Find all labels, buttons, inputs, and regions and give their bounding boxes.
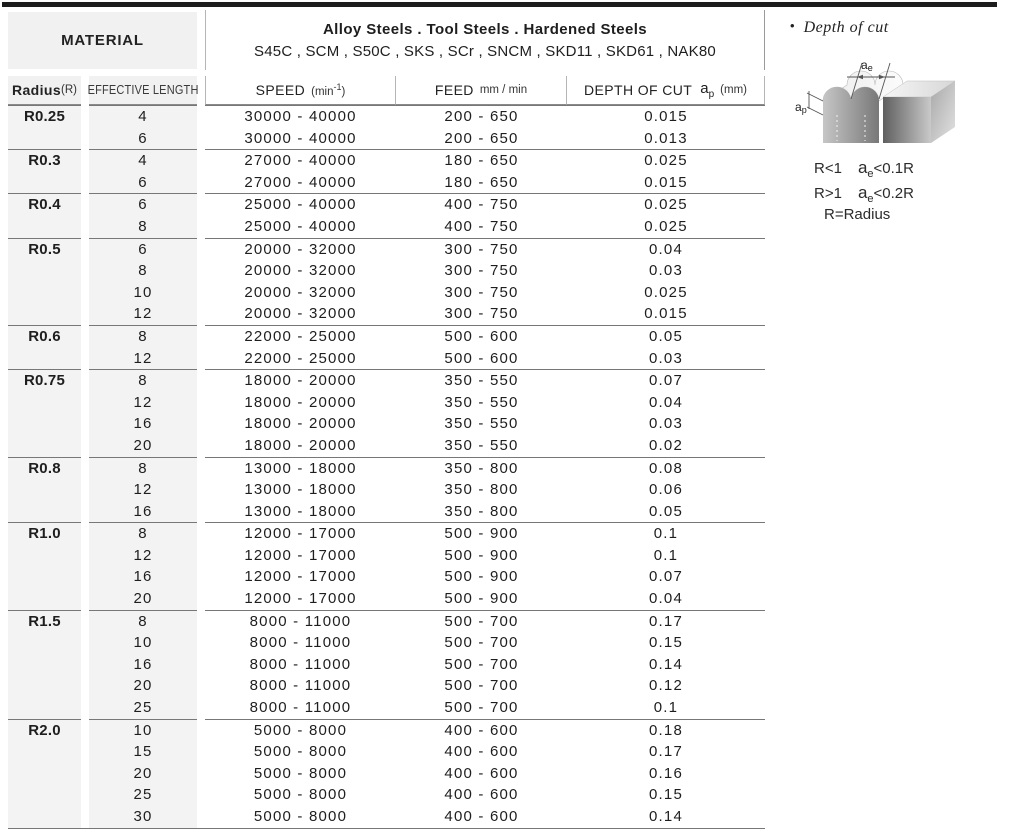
radius-group (8, 238, 765, 325)
feed-cell: 350 - 550 (444, 372, 519, 390)
depth-cell: 0.08 (649, 459, 683, 477)
ae-rule-small-radius: R<1 $a_e<0.1R$ (814, 158, 914, 180)
table-row (205, 763, 765, 785)
table-row (205, 720, 765, 742)
table-row (205, 654, 765, 676)
feed-cell: 350 - 800 (444, 459, 519, 477)
depth-cell: 0.025 (644, 217, 688, 235)
length-cell: 8 (138, 525, 148, 543)
depth-cell: 0.16 (649, 764, 683, 782)
values-column (205, 522, 765, 609)
table-row (205, 632, 765, 654)
table-row (205, 741, 765, 763)
depth-header-unit: (mm) (720, 84, 747, 96)
steel-grades-line: S45C , SCM , S50C , SKS , SCr , SNCM , SKD11 , SKD61 , NAK80 (254, 42, 716, 60)
table-row (205, 588, 765, 610)
radius-cell (8, 238, 81, 325)
feed-cell: 500 - 700 (444, 677, 519, 695)
table-row (205, 370, 765, 392)
table-row (205, 150, 765, 172)
speed-cell: 8000 - 11000 (249, 677, 352, 695)
length-cell: 10 (133, 283, 153, 301)
table-row (205, 128, 765, 150)
length-cell: 16 (133, 655, 153, 673)
column-header-radius (8, 76, 81, 105)
speed-cell: 20000 - 32000 (244, 240, 357, 258)
depth-cell: 0.015 (644, 108, 688, 125)
feed-cell: 500 - 700 (444, 655, 519, 673)
feed-cell: 400 - 600 (444, 721, 519, 739)
effective-length-header-label: EFFECTIVE LENGTH (87, 83, 199, 97)
length-cell: 8 (138, 372, 148, 390)
speed-cell: 5000 - 8000 (253, 786, 348, 804)
speed-cell: 8000 - 11000 (249, 699, 352, 717)
table-row (205, 303, 765, 325)
effective-length-column (89, 105, 197, 149)
length-cell: 8 (138, 612, 148, 630)
radius-cell (8, 369, 81, 456)
table-row (205, 806, 765, 828)
table-row (205, 523, 765, 545)
length-cell: 8 (138, 217, 148, 235)
table-row (205, 260, 765, 282)
radius-group (8, 193, 765, 237)
speed-cell: 18000 - 20000 (244, 415, 357, 433)
radius-group (8, 610, 765, 719)
feed-cell: 500 - 600 (444, 349, 519, 367)
speed-cell: 12000 - 17000 (244, 590, 357, 608)
depth-cell: 0.04 (649, 393, 683, 411)
length-cell: 16 (133, 502, 153, 520)
radius-group (8, 369, 765, 456)
depth-cell: 0.14 (649, 808, 683, 825)
values-column (205, 719, 765, 828)
length-cell: 8 (138, 262, 148, 280)
speed-cell: 12000 - 17000 (244, 568, 357, 586)
length-cell: 8 (138, 327, 148, 345)
depth-cell: 0.013 (644, 129, 688, 147)
radius-cell (8, 105, 81, 149)
table-row (205, 501, 765, 523)
length-cell: 6 (138, 196, 148, 214)
table-row (205, 239, 765, 261)
table-row (205, 697, 765, 719)
length-cell: 30 (133, 808, 153, 825)
feed-cell: 500 - 600 (444, 327, 519, 345)
length-cell: 4 (138, 152, 148, 170)
effective-length-column (89, 610, 197, 719)
depth-cell: 0.17 (649, 743, 683, 761)
speed-cell: 18000 - 20000 (244, 372, 357, 390)
length-cell: 12 (133, 349, 153, 367)
length-cell: 20 (133, 590, 153, 608)
length-cell: 20 (133, 764, 153, 782)
feed-cell: 500 - 700 (444, 699, 519, 717)
depth-cell: 0.15 (649, 786, 683, 804)
depth-cell: 0.14 (649, 655, 683, 673)
length-cell: 6 (138, 173, 148, 191)
depth-cell: 0.03 (649, 262, 683, 280)
depth-cell: 0.06 (649, 481, 683, 499)
feed-cell: 500 - 700 (444, 612, 519, 630)
table-row (205, 106, 765, 128)
feed-cell: 400 - 750 (444, 217, 519, 235)
effective-length-column (89, 522, 197, 609)
effective-length-column (89, 238, 197, 325)
feed-cell: 400 - 600 (444, 743, 519, 761)
feed-header-label: FEED (434, 82, 474, 98)
cutting-parameters-table (8, 105, 765, 829)
speed-cell: 13000 - 18000 (244, 481, 357, 499)
radius-label: R0.75 (23, 372, 66, 390)
length-cell: 20 (133, 436, 153, 454)
depth-cell: 0.07 (649, 372, 683, 390)
depth-cell: 0.05 (649, 502, 683, 520)
radius-label: R0.3 (28, 152, 61, 170)
feed-cell: 500 - 900 (444, 525, 519, 543)
feed-cell: 500 - 900 (444, 546, 519, 564)
effective-length-column (89, 149, 197, 193)
values-column (205, 149, 765, 193)
speed-cell: 25000 - 40000 (244, 217, 357, 235)
feed-cell: 200 - 650 (444, 108, 519, 125)
radius-header-label: Radius (11, 82, 62, 98)
speed-cell: 25000 - 40000 (244, 196, 357, 214)
depth-cell: 0.18 (649, 721, 683, 739)
depth-cell: 0.15 (649, 634, 683, 652)
feed-cell: 500 - 900 (444, 568, 519, 586)
length-cell: 4 (138, 108, 148, 125)
length-cell: 20 (133, 677, 153, 695)
radius-label: R2.0 (28, 721, 61, 739)
radius-group (8, 719, 765, 828)
effective-length-column (89, 719, 197, 828)
radius-cell (8, 325, 81, 369)
speed-cell: 5000 - 8000 (253, 808, 348, 825)
column-header-depth-of-cut (567, 76, 765, 105)
depth-of-cut-title: • Depth of cut (790, 18, 889, 36)
depth-cell: 0.1 (653, 525, 679, 543)
speed-cell: 8000 - 11000 (249, 655, 352, 673)
length-cell: 16 (133, 568, 153, 586)
depth-cell: 0.025 (644, 152, 688, 170)
depth-cell: 0.12 (649, 677, 683, 695)
speed-cell: 20000 - 32000 (244, 283, 357, 301)
feed-cell: 300 - 750 (444, 262, 519, 280)
effective-length-column (89, 369, 197, 456)
bullet-icon: • (790, 18, 795, 33)
radius-cell (8, 719, 81, 828)
speed-cell: 5000 - 8000 (253, 743, 348, 761)
speed-cell: 27000 - 40000 (244, 173, 357, 191)
effective-length-column (89, 325, 197, 369)
feed-cell: 350 - 550 (444, 415, 519, 433)
values-column (205, 105, 765, 149)
table-row (205, 611, 765, 633)
length-cell: 16 (133, 415, 153, 433)
table-row (205, 675, 765, 697)
speed-header-unit: $(\min^{-1})$ (311, 82, 346, 98)
depth-cell: 0.1 (653, 699, 679, 717)
radius-label: R0.8 (28, 459, 61, 477)
effective-length-column (89, 457, 197, 523)
depth-cell: 0.05 (649, 327, 683, 345)
radius-label: R0.5 (28, 240, 61, 258)
table-row (205, 194, 765, 216)
depth-cell: 0.03 (649, 349, 683, 367)
feed-cell: 350 - 800 (444, 481, 519, 499)
depth-cell: 0.015 (644, 305, 688, 323)
speed-cell: 5000 - 8000 (253, 721, 348, 739)
feed-cell: 180 - 650 (444, 152, 519, 170)
speed-cell: 30000 - 40000 (244, 108, 357, 125)
material-label: MATERIAL (61, 32, 144, 49)
depth-cell: 0.025 (644, 196, 688, 214)
material-header-cell (8, 12, 197, 69)
ae-label: ae (861, 58, 873, 73)
speed-cell: 13000 - 18000 (244, 502, 357, 520)
length-cell: 6 (138, 129, 148, 147)
speed-cell: 8000 - 11000 (249, 634, 352, 652)
length-cell: 25 (133, 786, 153, 804)
depth-cell: 0.1 (653, 546, 679, 564)
feed-cell: 200 - 650 (444, 129, 519, 147)
slab-front-face (883, 97, 931, 143)
steel-types-line: Alloy Steels . Tool Steels . Hardened Steels (322, 20, 648, 38)
radius-group (8, 149, 765, 193)
radius-cell (8, 149, 81, 193)
feed-cell: 500 - 900 (444, 590, 519, 608)
length-cell: 15 (133, 743, 153, 761)
feed-cell: 400 - 600 (444, 764, 519, 782)
depth-cell: 0.03 (649, 415, 683, 433)
values-column (205, 238, 765, 325)
length-cell: 6 (138, 240, 148, 258)
table-row (205, 326, 765, 348)
feed-cell: 300 - 750 (444, 240, 519, 258)
feed-cell: 400 - 600 (444, 808, 519, 825)
speed-cell: 18000 - 20000 (244, 393, 357, 411)
table-row (205, 566, 765, 588)
speed-cell: 27000 - 40000 (244, 152, 357, 170)
radius-cell (8, 457, 81, 523)
speed-cell: 20000 - 32000 (244, 305, 357, 323)
radius-group (8, 522, 765, 609)
table-row (205, 784, 765, 806)
feed-header-unit: mm / min (479, 84, 528, 96)
speed-cell: 13000 - 18000 (244, 459, 357, 477)
values-column (205, 610, 765, 719)
depth-cell: 0.015 (644, 173, 688, 191)
radius-label: R1.0 (28, 525, 61, 543)
table-row (205, 545, 765, 567)
top-rule-bar (2, 2, 997, 7)
table-row (205, 479, 765, 501)
length-cell: 10 (133, 721, 153, 739)
ap-label: ap (795, 100, 807, 115)
feed-cell: 350 - 800 (444, 502, 519, 520)
depth-header-label: DEPTH OF CUT (584, 82, 693, 98)
table-row (205, 458, 765, 480)
speed-cell: 22000 - 25000 (244, 327, 357, 345)
speed-cell: 12000 - 17000 (244, 546, 357, 564)
radius-cell (8, 522, 81, 609)
length-cell: 12 (133, 393, 153, 411)
length-cell: 8 (138, 459, 148, 477)
depth-cell: 0.02 (649, 436, 683, 454)
radius-definition-note: R=Radius (824, 206, 891, 223)
effective-length-column (89, 193, 197, 237)
feed-cell: 400 - 600 (444, 786, 519, 804)
values-column (205, 325, 765, 369)
depth-cell: 0.17 (649, 612, 683, 630)
table-row (205, 216, 765, 238)
column-header-feed (396, 76, 567, 105)
feed-cell: 400 - 750 (444, 196, 519, 214)
radius-label: R1.5 (28, 612, 61, 630)
speed-cell: 8000 - 11000 (249, 612, 352, 630)
radius-cell (8, 610, 81, 719)
length-cell: 12 (133, 305, 153, 323)
material-value-cell (205, 10, 765, 70)
speed-cell: 18000 - 20000 (244, 436, 357, 454)
values-column (205, 193, 765, 237)
table-bottom-border (8, 828, 765, 829)
table-row (205, 435, 765, 457)
speed-cell: 12000 - 17000 (244, 525, 357, 543)
radius-label: R0.6 (28, 327, 61, 345)
radius-label: R0.25 (23, 108, 66, 125)
feed-cell: 180 - 650 (444, 173, 519, 191)
table-row (205, 413, 765, 435)
length-cell: 25 (133, 699, 153, 717)
depth-cell: 0.07 (649, 568, 683, 586)
feed-cell: 300 - 750 (444, 305, 519, 323)
column-header-speed (205, 76, 396, 105)
ae-rule-large-radius: R>1 $a_e<0.2R$ (814, 183, 914, 205)
depth-cell: 0.04 (649, 590, 683, 608)
values-column (205, 369, 765, 456)
table-row (205, 282, 765, 304)
length-cell: 10 (133, 634, 153, 652)
depth-cell: 0.04 (649, 240, 683, 258)
speed-header-label: SPEED (255, 82, 306, 98)
radius-group (8, 105, 765, 149)
column-header-effective-length (89, 76, 197, 105)
values-column (205, 457, 765, 523)
length-cell: 12 (133, 546, 153, 564)
feed-cell: 350 - 550 (444, 393, 519, 411)
speed-cell: 20000 - 32000 (244, 262, 357, 280)
speed-cell: 5000 - 8000 (253, 764, 348, 782)
table-row (205, 348, 765, 370)
length-cell: 12 (133, 481, 153, 499)
depth-header-symbol: $a_p$ (700, 80, 715, 100)
radius-label: R0.4 (28, 196, 61, 214)
radius-group (8, 457, 765, 523)
feed-cell: 300 - 750 (444, 283, 519, 301)
radius-cell (8, 193, 81, 237)
radius-header-unit: (R) (61, 84, 78, 96)
speed-cell: 30000 - 40000 (244, 129, 357, 147)
table-row (205, 392, 765, 414)
depth-cell: 0.025 (644, 283, 688, 301)
speed-cell: 22000 - 25000 (244, 349, 357, 367)
feed-cell: 350 - 550 (444, 436, 519, 454)
radius-group (8, 325, 765, 369)
table-row (205, 172, 765, 194)
feed-cell: 500 - 700 (444, 634, 519, 652)
